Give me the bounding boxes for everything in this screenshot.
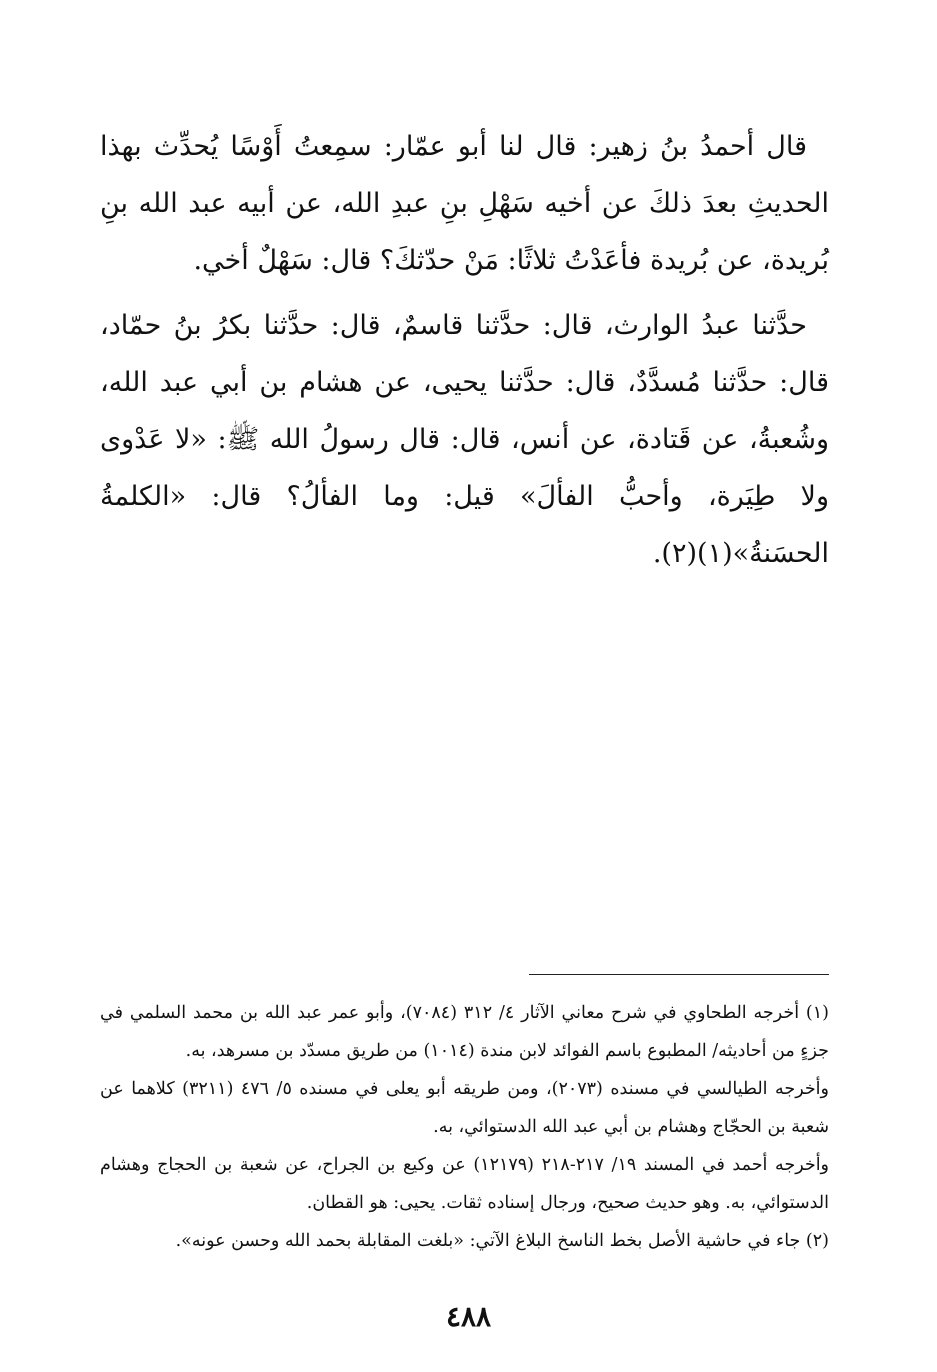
paragraph-1: قال أحمدُ بنُ زهير: قال لنا أبو عمّار: سمِعتُ أَوْسًا يُحدِّث بهذا الحديثِ بعدَ ذلكَ عن أخيه سَهْلِ بنِ عبدِ الله، عن أبيه عبد الله بنِ بُريدة، عن بُريدة فأعَدْتُ ثلاثًا: مَنْ حدّثكَ؟ قال: سَهْلٌ أخي. bbox=[100, 131, 829, 276]
footnote-1: (١) أخرجه الطحاوي في شرح معاني الآثار ٤/ ٣١٢ (٧٠٨٤)، وأبو عمر عبد الله بن محمد السلمي في جزءٍ من أحاديثه/ المطبوع باسم الفوائد لابن مندة (١٠١٤) من طريق مسدّد بن مسرهد، به. bbox=[100, 1003, 829, 1061]
footnotes bbox=[100, 994, 829, 1260]
footnote-2: (٢) جاء في حاشية الأصل بخط الناسخ البلاغ الآتي: «بلغت المقابلة بحمد الله وحسن عونه». bbox=[175, 1231, 829, 1251]
main-text bbox=[100, 118, 829, 590]
page-number: ٤٨٨ bbox=[445, 1300, 492, 1333]
footnote-separator bbox=[529, 974, 829, 975]
paragraph-2: حدَّثنا عبدُ الوارث، قال: حدَّثنا قاسمٌ، قال: حدَّثنا بكرُ بنُ حمّاد، قال: حدَّثنا مُسدَّدٌ، قال: حدَّثنا يحيى، عن هشام بن أبي عبد الله، وشُعبةُ، عن قَتادة، عن أنس، قال: قال رسولُ الله ﷺ: «لا عَدْوى ولا طِيَرة، وأحبُّ الفألَ» قيل: وما الفألُ؟ قال: «الكلمةُ الحسَنةُ»(١)(٢). bbox=[100, 310, 829, 569]
footnote-1-continued-b: وأخرجه أحمد في المسند ١٩/ ٢١٧-٢١٨ (١٢١٧٩) عن وكيع بن الجراح، عن شعبة بن الحجاج وهشام الدستوائي، به. وهو حديث صحيح، ورجال إسناده ثقات. يحيى: هو القطان. bbox=[100, 1155, 830, 1213]
footnote-1-continued-a: وأخرجه الطيالسي في مسنده (٢٠٧٣)، ومن طريقه أبو يعلى في مسنده ٥/ ٤٧٦ (٣٢١١) كلاهما عن شعبة بن الحجّاج وهشام بن أبي عبد الله الدستوائي، به. bbox=[100, 1079, 829, 1137]
